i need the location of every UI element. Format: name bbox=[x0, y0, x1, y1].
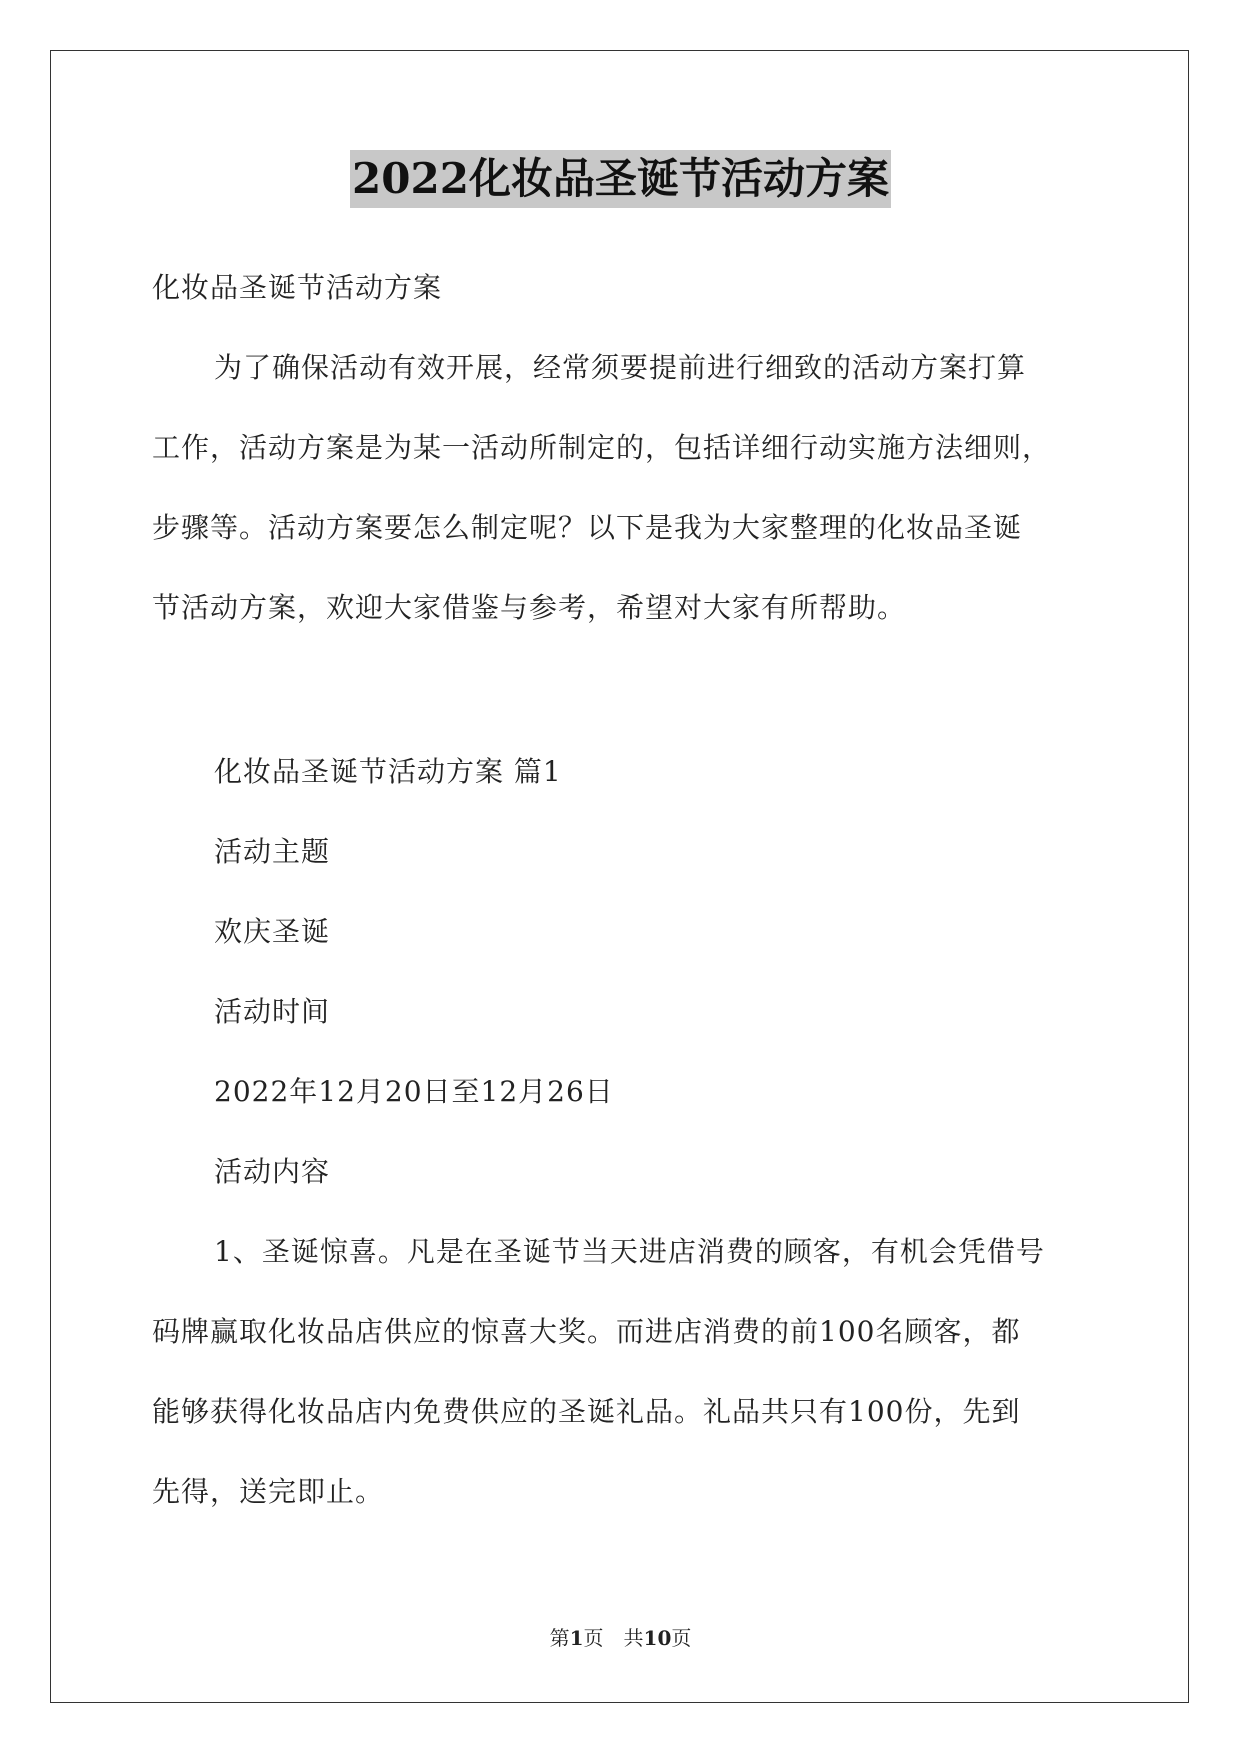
content-line-4: 先得，送完即止。 bbox=[152, 1475, 385, 1508]
total-pages: 10 bbox=[643, 1626, 672, 1650]
time-label: 活动时间 bbox=[214, 995, 331, 1028]
page-footer bbox=[0, 1624, 1241, 1652]
intro-line-4: 节活动方案，欢迎大家借鉴与参考，希望对大家有所帮助。 bbox=[152, 591, 907, 624]
content-line-2: 码牌赢取化妆品店供应的惊喜大奖。而进店消费的前100名顾客，都 bbox=[152, 1315, 1021, 1348]
document-subtitle: 化妆品圣诞节活动方案 bbox=[152, 271, 443, 304]
time-value: 2022年12月20日至12月26日 bbox=[214, 1075, 614, 1108]
content-line-1: 1、圣诞惊喜。凡是在圣诞节当天进店消费的顾客，有机会凭借号 bbox=[214, 1235, 1045, 1268]
intro-line-2: 工作，活动方案是为某一活动所制定的，包括详细行动实施方法细则， bbox=[152, 431, 1052, 464]
title-container bbox=[0, 150, 1241, 208]
content-label: 活动内容 bbox=[214, 1155, 331, 1188]
page-suffix: 页 bbox=[583, 1626, 604, 1650]
total-suffix: 页 bbox=[671, 1626, 692, 1650]
page-number: 1 bbox=[569, 1626, 584, 1650]
intro-line-1: 为了确保活动有效开展，经常须要提前进行细致的活动方案打算 bbox=[214, 351, 1027, 384]
section-heading: 化妆品圣诞节活动方案 篇1 bbox=[214, 755, 562, 788]
content-line-3: 能够获得化妆品店内免费供应的圣诞礼品。礼品共只有100份，先到 bbox=[152, 1395, 1021, 1428]
theme-value: 欢庆圣诞 bbox=[214, 915, 331, 948]
total-prefix: 共 bbox=[623, 1626, 644, 1650]
page-prefix: 第 bbox=[549, 1626, 570, 1650]
document-title: 2022化妆品圣诞节活动方案 bbox=[350, 150, 891, 208]
intro-line-3: 步骤等。活动方案要怎么制定呢？以下是我为大家整理的化妆品圣诞 bbox=[152, 511, 1023, 544]
theme-label: 活动主题 bbox=[214, 835, 331, 868]
